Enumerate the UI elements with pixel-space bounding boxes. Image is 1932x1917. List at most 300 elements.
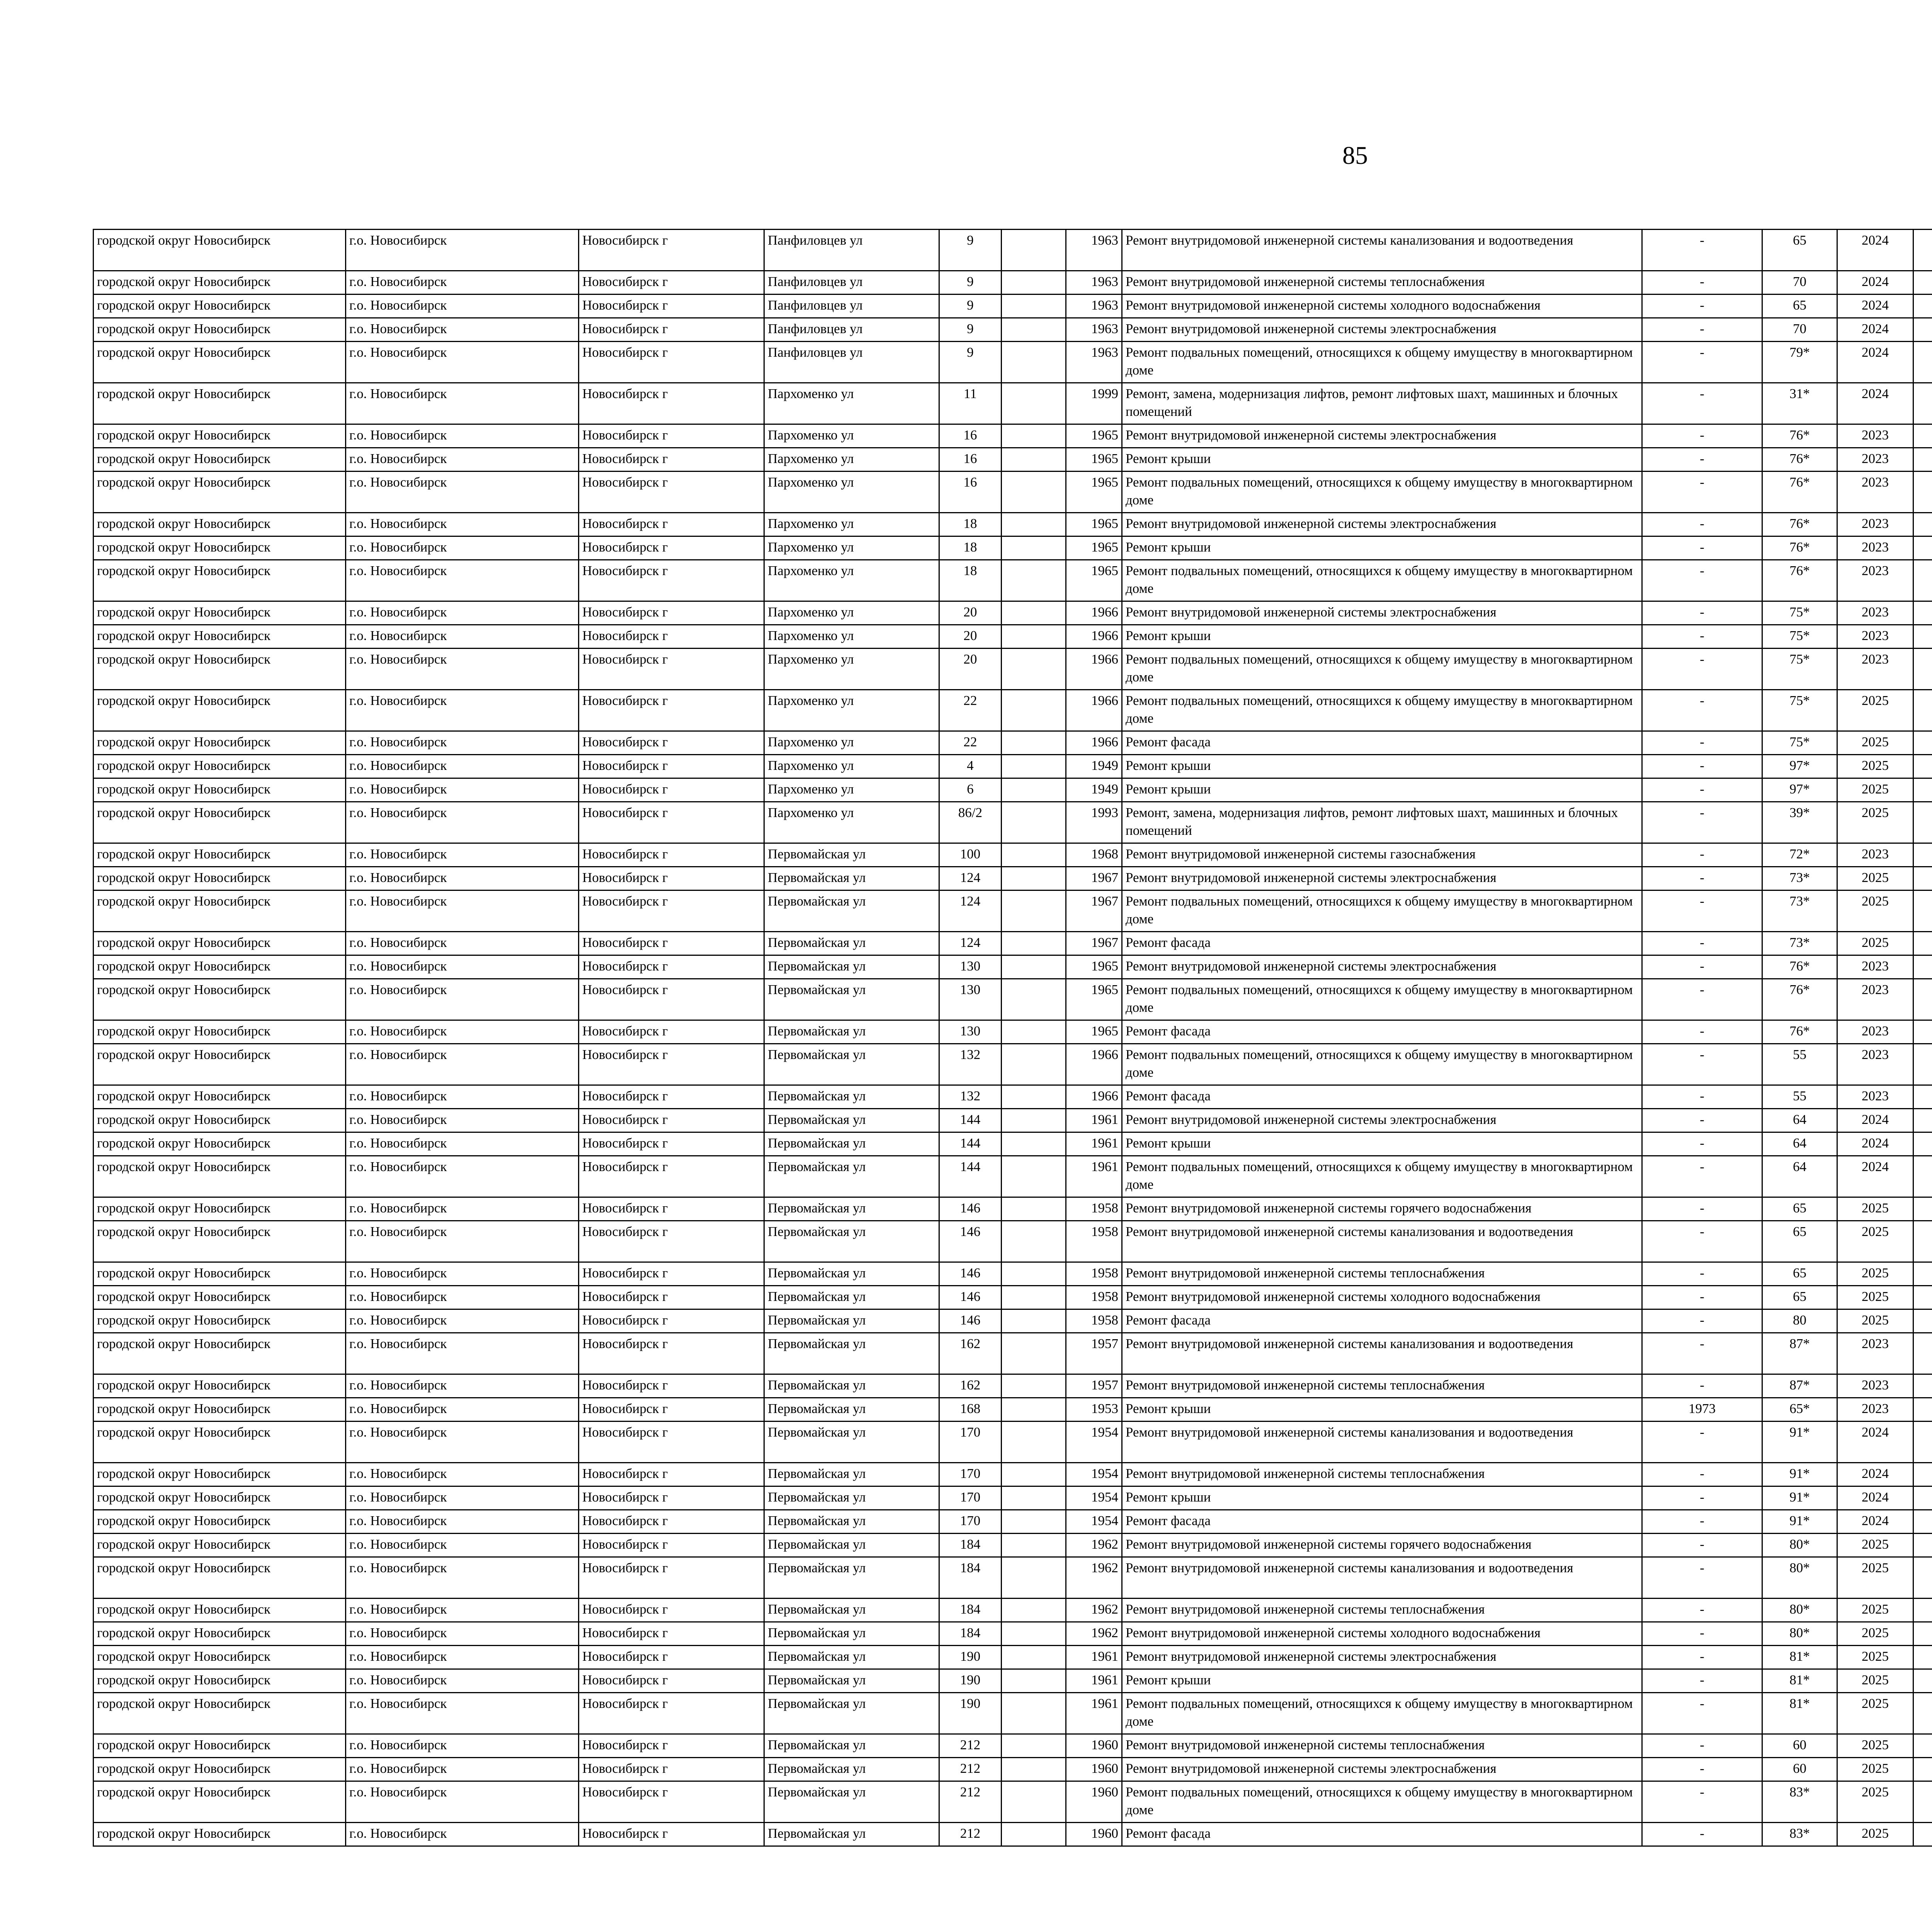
- settlement-cell: г.о. Новосибирск: [346, 1693, 579, 1734]
- street-cell: Пархоменко ул: [764, 778, 939, 802]
- house-number-cell: 16: [939, 424, 1002, 448]
- plan-start-cell: 2024: [1837, 1109, 1913, 1132]
- plan-start-cell: 2025: [1837, 1622, 1913, 1646]
- plan-end-cell: [1913, 979, 1932, 1020]
- wear-cell: 76*: [1762, 536, 1837, 560]
- plan-end-cell: [1913, 1044, 1932, 1085]
- street-cell: Пархоменко ул: [764, 560, 939, 601]
- municipality-cell: городской округ Новосибирск: [94, 1557, 346, 1599]
- work-type-cell: Ремонт внутридомовой инженерной системы электроснабжения: [1122, 1758, 1642, 1781]
- building-cell: [1002, 513, 1066, 536]
- street-cell: Первомайская ул: [764, 1109, 939, 1132]
- heritage-cell: -: [1642, 731, 1762, 755]
- plan-end-cell: [1913, 1646, 1932, 1669]
- table-row: [94, 1197, 1932, 1221]
- building-cell: [1002, 318, 1066, 342]
- building-cell: [1002, 1398, 1066, 1422]
- wear-cell: 76*: [1762, 448, 1837, 472]
- plan-end-cell: [1913, 318, 1932, 342]
- construction-year-cell: 1957: [1066, 1374, 1122, 1398]
- plan-end-cell: [1913, 1398, 1932, 1422]
- work-type-cell: Ремонт фасада: [1122, 932, 1642, 955]
- wear-cell: 73*: [1762, 867, 1837, 890]
- heritage-cell: -: [1642, 1044, 1762, 1085]
- house-number-cell: 22: [939, 690, 1002, 731]
- table-row: [94, 1758, 1932, 1781]
- city-cell: Новосибирск г: [579, 802, 764, 843]
- heritage-cell: -: [1642, 1020, 1762, 1044]
- plan-end-cell: [1913, 513, 1932, 536]
- house-number-cell: 124: [939, 867, 1002, 890]
- city-cell: Новосибирск г: [579, 867, 764, 890]
- city-cell: Новосибирск г: [579, 1422, 764, 1463]
- construction-year-cell: 1958: [1066, 1262, 1122, 1286]
- table-row: [94, 1156, 1932, 1197]
- settlement-cell: г.о. Новосибирск: [346, 1020, 579, 1044]
- street-cell: Первомайская ул: [764, 1823, 939, 1846]
- street-cell: Первомайская ул: [764, 1693, 939, 1734]
- house-number-cell: 190: [939, 1693, 1002, 1734]
- plan-end-cell: [1913, 448, 1932, 472]
- plan-start-cell: 2024: [1837, 230, 1913, 271]
- plan-end-cell: [1913, 560, 1932, 601]
- heritage-cell: -: [1642, 1085, 1762, 1109]
- building-cell: [1002, 1020, 1066, 1044]
- plan-end-cell: [1913, 1197, 1932, 1221]
- heritage-cell: -: [1642, 318, 1762, 342]
- plan-start-cell: 2023: [1837, 1374, 1913, 1398]
- work-type-cell: Ремонт подвальных помещений, относящихся к общему имуществу в многоквартирном доме: [1122, 690, 1642, 731]
- table-row: [94, 472, 1932, 513]
- city-cell: Новосибирск г: [579, 649, 764, 690]
- plan-end-cell: [1913, 1486, 1932, 1510]
- municipality-cell: городской округ Новосибирск: [94, 1109, 346, 1132]
- building-cell: [1002, 1463, 1066, 1486]
- city-cell: Новосибирск г: [579, 1599, 764, 1622]
- city-cell: Новосибирск г: [579, 230, 764, 271]
- heritage-cell: -: [1642, 625, 1762, 649]
- city-cell: Новосибирск г: [579, 890, 764, 932]
- work-type-cell: Ремонт крыши: [1122, 448, 1642, 472]
- settlement-cell: г.о. Новосибирск: [346, 778, 579, 802]
- municipality-cell: городской округ Новосибирск: [94, 1221, 346, 1262]
- plan-start-cell: 2023: [1837, 1044, 1913, 1085]
- settlement-cell: г.о. Новосибирск: [346, 1534, 579, 1557]
- municipality-cell: городской округ Новосибирск: [94, 560, 346, 601]
- city-cell: Новосибирск г: [579, 448, 764, 472]
- heritage-cell: -: [1642, 1734, 1762, 1758]
- plan-end-cell: [1913, 1020, 1932, 1044]
- municipality-cell: городской округ Новосибирск: [94, 1486, 346, 1510]
- heritage-cell: -: [1642, 955, 1762, 979]
- house-number-cell: 146: [939, 1309, 1002, 1333]
- municipality-cell: городской округ Новосибирск: [94, 601, 346, 625]
- heritage-cell: -: [1642, 1534, 1762, 1557]
- city-cell: Новосибирск г: [579, 625, 764, 649]
- city-cell: Новосибирск г: [579, 1622, 764, 1646]
- building-cell: [1002, 1286, 1066, 1309]
- table-row: [94, 1781, 1932, 1823]
- heritage-cell: -: [1642, 448, 1762, 472]
- work-type-cell: Ремонт, замена, модернизация лифтов, ремонт лифтовых шахт, машинных и блочных помещений: [1122, 802, 1642, 843]
- building-cell: [1002, 1486, 1066, 1510]
- street-cell: Пархоменко ул: [764, 513, 939, 536]
- city-cell: Новосибирск г: [579, 295, 764, 318]
- street-cell: Первомайская ул: [764, 1622, 939, 1646]
- construction-year-cell: 1966: [1066, 1085, 1122, 1109]
- heritage-cell: -: [1642, 1333, 1762, 1374]
- table-row: [94, 1309, 1932, 1333]
- table-row: [94, 383, 1932, 424]
- table-row: [94, 1734, 1932, 1758]
- plan-end-cell: [1913, 271, 1932, 295]
- municipality-cell: городской округ Новосибирск: [94, 1262, 346, 1286]
- city-cell: Новосибирск г: [579, 955, 764, 979]
- plan-start-cell: 2025: [1837, 1262, 1913, 1286]
- table-row: [94, 1020, 1932, 1044]
- city-cell: Новосибирск г: [579, 1262, 764, 1286]
- wear-cell: 80*: [1762, 1557, 1837, 1599]
- municipality-cell: городской округ Новосибирск: [94, 1622, 346, 1646]
- settlement-cell: г.о. Новосибирск: [346, 843, 579, 867]
- settlement-cell: г.о. Новосибирск: [346, 802, 579, 843]
- municipality-cell: городской округ Новосибирск: [94, 1781, 346, 1823]
- city-cell: Новосибирск г: [579, 271, 764, 295]
- construction-year-cell: 1963: [1066, 318, 1122, 342]
- heritage-cell: -: [1642, 230, 1762, 271]
- work-type-cell: Ремонт крыши: [1122, 778, 1642, 802]
- plan-start-cell: 2024: [1837, 271, 1913, 295]
- table-row: [94, 1510, 1932, 1534]
- table-row: [94, 778, 1932, 802]
- street-cell: Пархоменко ул: [764, 802, 939, 843]
- work-type-cell: Ремонт внутридомовой инженерной системы холодного водоснабжения: [1122, 295, 1642, 318]
- plan-start-cell: 2024: [1837, 1422, 1913, 1463]
- heritage-cell: -: [1642, 1156, 1762, 1197]
- construction-year-cell: 1963: [1066, 271, 1122, 295]
- plan-end-cell: [1913, 424, 1932, 448]
- table-row: [94, 1398, 1932, 1422]
- construction-year-cell: 1960: [1066, 1781, 1122, 1823]
- construction-year-cell: 1966: [1066, 1044, 1122, 1085]
- plan-start-cell: 2025: [1837, 1734, 1913, 1758]
- construction-year-cell: 1965: [1066, 955, 1122, 979]
- wear-cell: 91*: [1762, 1510, 1837, 1534]
- heritage-cell: -: [1642, 649, 1762, 690]
- plan-end-cell: [1913, 1693, 1932, 1734]
- building-cell: [1002, 955, 1066, 979]
- construction-year-cell: 1965: [1066, 979, 1122, 1020]
- work-type-cell: Ремонт крыши: [1122, 1486, 1642, 1510]
- building-cell: [1002, 1085, 1066, 1109]
- plan-start-cell: 2025: [1837, 1309, 1913, 1333]
- construction-year-cell: 1961: [1066, 1132, 1122, 1156]
- plan-end-cell: [1913, 1622, 1932, 1646]
- settlement-cell: г.о. Новосибирск: [346, 383, 579, 424]
- settlement-cell: г.о. Новосибирск: [346, 1374, 579, 1398]
- house-number-cell: 146: [939, 1221, 1002, 1262]
- house-number-cell: 18: [939, 560, 1002, 601]
- house-number-cell: 6: [939, 778, 1002, 802]
- house-number-cell: 184: [939, 1599, 1002, 1622]
- heritage-cell: -: [1642, 979, 1762, 1020]
- construction-year-cell: 1961: [1066, 1646, 1122, 1669]
- plan-end-cell: [1913, 1085, 1932, 1109]
- building-cell: [1002, 932, 1066, 955]
- wear-cell: 75*: [1762, 601, 1837, 625]
- plan-start-cell: 2025: [1837, 1534, 1913, 1557]
- building-cell: [1002, 625, 1066, 649]
- plan-end-cell: [1913, 690, 1932, 731]
- table-row: [94, 318, 1932, 342]
- heritage-cell: 1973: [1642, 1398, 1762, 1422]
- municipality-cell: городской округ Новосибирск: [94, 383, 346, 424]
- construction-year-cell: 1965: [1066, 536, 1122, 560]
- settlement-cell: г.о. Новосибирск: [346, 448, 579, 472]
- municipality-cell: городской округ Новосибирск: [94, 649, 346, 690]
- plan-end-cell: [1913, 1221, 1932, 1262]
- wear-cell: 73*: [1762, 890, 1837, 932]
- wear-cell: 72*: [1762, 843, 1837, 867]
- plan-end-cell: [1913, 383, 1932, 424]
- building-cell: [1002, 342, 1066, 383]
- construction-year-cell: 1954: [1066, 1486, 1122, 1510]
- table-row: [94, 932, 1932, 955]
- wear-cell: 81*: [1762, 1693, 1837, 1734]
- plan-start-cell: 2024: [1837, 342, 1913, 383]
- construction-year-cell: 1961: [1066, 1156, 1122, 1197]
- heritage-cell: -: [1642, 424, 1762, 448]
- municipality-cell: городской округ Новосибирск: [94, 890, 346, 932]
- city-cell: Новосибирск г: [579, 1221, 764, 1262]
- construction-year-cell: 1963: [1066, 230, 1122, 271]
- work-type-cell: Ремонт подвальных помещений, относящихся к общему имуществу в многоквартирном доме: [1122, 979, 1642, 1020]
- construction-year-cell: 1962: [1066, 1557, 1122, 1599]
- table-row: [94, 342, 1932, 383]
- house-number-cell: 124: [939, 890, 1002, 932]
- plan-end-cell: [1913, 1374, 1932, 1398]
- work-type-cell: Ремонт внутридомовой инженерной системы газоснабжения: [1122, 843, 1642, 867]
- building-cell: [1002, 1422, 1066, 1463]
- house-number-cell: 170: [939, 1422, 1002, 1463]
- heritage-cell: -: [1642, 472, 1762, 513]
- work-type-cell: Ремонт фасада: [1122, 1309, 1642, 1333]
- work-type-cell: Ремонт фасада: [1122, 1510, 1642, 1534]
- wear-cell: 83*: [1762, 1823, 1837, 1846]
- settlement-cell: г.о. Новосибирск: [346, 1486, 579, 1510]
- page-number: 85: [1342, 141, 1368, 170]
- table-row: [94, 230, 1932, 271]
- settlement-cell: г.о. Новосибирск: [346, 1132, 579, 1156]
- building-cell: [1002, 1669, 1066, 1693]
- construction-year-cell: 1965: [1066, 424, 1122, 448]
- settlement-cell: г.о. Новосибирск: [346, 1669, 579, 1693]
- wear-cell: 76*: [1762, 472, 1837, 513]
- plan-start-cell: 2024: [1837, 383, 1913, 424]
- house-number-cell: 168: [939, 1398, 1002, 1422]
- wear-cell: 81*: [1762, 1646, 1837, 1669]
- table-row: [94, 890, 1932, 932]
- city-cell: Новосибирск г: [579, 342, 764, 383]
- wear-cell: 97*: [1762, 778, 1837, 802]
- building-cell: [1002, 1374, 1066, 1398]
- table-row: [94, 1044, 1932, 1085]
- work-type-cell: Ремонт подвальных помещений, относящихся к общему имуществу в многоквартирном доме: [1122, 342, 1642, 383]
- plan-start-cell: 2024: [1837, 1463, 1913, 1486]
- municipality-cell: городской округ Новосибирск: [94, 342, 346, 383]
- heritage-cell: -: [1642, 1422, 1762, 1463]
- building-cell: [1002, 1599, 1066, 1622]
- building-cell: [1002, 1132, 1066, 1156]
- settlement-cell: г.о. Новосибирск: [346, 1463, 579, 1486]
- street-cell: Первомайская ул: [764, 1221, 939, 1262]
- city-cell: Новосибирск г: [579, 1085, 764, 1109]
- house-number-cell: 212: [939, 1781, 1002, 1823]
- building-cell: [1002, 843, 1066, 867]
- municipality-cell: городской округ Новосибирск: [94, 230, 346, 271]
- table-row: [94, 955, 1932, 979]
- municipality-cell: городской округ Новосибирск: [94, 1758, 346, 1781]
- settlement-cell: г.о. Новосибирск: [346, 1758, 579, 1781]
- wear-cell: 97*: [1762, 755, 1837, 778]
- city-cell: Новосибирск г: [579, 1486, 764, 1510]
- construction-year-cell: 1958: [1066, 1197, 1122, 1221]
- street-cell: Первомайская ул: [764, 1156, 939, 1197]
- table-row: [94, 1109, 1932, 1132]
- municipality-cell: городской округ Новосибирск: [94, 1599, 346, 1622]
- construction-year-cell: 1954: [1066, 1422, 1122, 1463]
- plan-end-cell: [1913, 755, 1932, 778]
- table-row: [94, 601, 1932, 625]
- street-cell: Первомайская ул: [764, 932, 939, 955]
- city-cell: Новосибирск г: [579, 731, 764, 755]
- wear-cell: 80: [1762, 1309, 1837, 1333]
- table-row: [94, 649, 1932, 690]
- construction-year-cell: 1963: [1066, 295, 1122, 318]
- construction-year-cell: 1966: [1066, 625, 1122, 649]
- municipality-cell: городской округ Новосибирск: [94, 1020, 346, 1044]
- building-cell: [1002, 472, 1066, 513]
- municipality-cell: городской округ Новосибирск: [94, 1085, 346, 1109]
- building-cell: [1002, 1557, 1066, 1599]
- house-number-cell: 16: [939, 448, 1002, 472]
- city-cell: Новосибирск г: [579, 1333, 764, 1374]
- plan-end-cell: [1913, 1599, 1932, 1622]
- municipality-cell: городской округ Новосибирск: [94, 802, 346, 843]
- settlement-cell: г.о. Новосибирск: [346, 1309, 579, 1333]
- municipality-cell: городской округ Новосибирск: [94, 1374, 346, 1398]
- municipality-cell: городской округ Новосибирск: [94, 1286, 346, 1309]
- street-cell: Первомайская ул: [764, 1486, 939, 1510]
- municipality-cell: городской округ Новосибирск: [94, 1463, 346, 1486]
- settlement-cell: г.о. Новосибирск: [346, 271, 579, 295]
- table-row: [94, 271, 1932, 295]
- settlement-cell: г.о. Новосибирск: [346, 1398, 579, 1422]
- construction-year-cell: 1962: [1066, 1534, 1122, 1557]
- plan-start-cell: 2024: [1837, 318, 1913, 342]
- table-row: [94, 690, 1932, 731]
- plan-start-cell: 2023: [1837, 1398, 1913, 1422]
- building-cell: [1002, 295, 1066, 318]
- building-cell: [1002, 1693, 1066, 1734]
- wear-cell: 60: [1762, 1734, 1837, 1758]
- plan-end-cell: [1913, 1422, 1932, 1463]
- plan-end-cell: [1913, 295, 1932, 318]
- plan-end-cell: [1913, 867, 1932, 890]
- wear-cell: 55: [1762, 1085, 1837, 1109]
- table-row: [94, 1486, 1932, 1510]
- work-type-cell: Ремонт внутридомовой инженерной системы канализования и водоотведения: [1122, 1221, 1642, 1262]
- construction-year-cell: 1949: [1066, 755, 1122, 778]
- house-number-cell: 170: [939, 1486, 1002, 1510]
- municipality-cell: городской округ Новосибирск: [94, 271, 346, 295]
- street-cell: Первомайская ул: [764, 1510, 939, 1534]
- heritage-cell: -: [1642, 1221, 1762, 1262]
- street-cell: Первомайская ул: [764, 1132, 939, 1156]
- house-number-cell: 130: [939, 979, 1002, 1020]
- plan-start-cell: 2025: [1837, 1693, 1913, 1734]
- work-type-cell: Ремонт подвальных помещений, относящихся к общему имуществу в многоквартирном доме: [1122, 649, 1642, 690]
- settlement-cell: г.о. Новосибирск: [346, 755, 579, 778]
- heritage-cell: -: [1642, 1781, 1762, 1823]
- plan-start-cell: 2025: [1837, 932, 1913, 955]
- municipality-cell: городской округ Новосибирск: [94, 843, 346, 867]
- municipality-cell: городской округ Новосибирск: [94, 1669, 346, 1693]
- municipality-cell: городской округ Новосибирск: [94, 424, 346, 448]
- settlement-cell: г.о. Новосибирск: [346, 1156, 579, 1197]
- municipality-cell: городской округ Новосибирск: [94, 318, 346, 342]
- table-row: [94, 1422, 1932, 1463]
- construction-year-cell: 1965: [1066, 472, 1122, 513]
- settlement-cell: г.о. Новосибирск: [346, 1286, 579, 1309]
- street-cell: Пархоменко ул: [764, 601, 939, 625]
- city-cell: Новосибирск г: [579, 560, 764, 601]
- work-type-cell: Ремонт подвальных помещений, относящихся к общему имуществу в многоквартирном доме: [1122, 560, 1642, 601]
- heritage-cell: -: [1642, 601, 1762, 625]
- street-cell: Пархоменко ул: [764, 383, 939, 424]
- municipality-cell: городской округ Новосибирск: [94, 690, 346, 731]
- plan-end-cell: [1913, 1156, 1932, 1197]
- house-number-cell: 212: [939, 1734, 1002, 1758]
- work-type-cell: Ремонт внутридомовой инженерной системы канализования и водоотведения: [1122, 1333, 1642, 1374]
- settlement-cell: г.о. Новосибирск: [346, 1557, 579, 1599]
- municipality-cell: городской округ Новосибирск: [94, 979, 346, 1020]
- building-cell: [1002, 649, 1066, 690]
- table-row: [94, 1622, 1932, 1646]
- settlement-cell: г.о. Новосибирск: [346, 932, 579, 955]
- construction-year-cell: 1960: [1066, 1758, 1122, 1781]
- construction-year-cell: 1961: [1066, 1669, 1122, 1693]
- heritage-cell: -: [1642, 1309, 1762, 1333]
- heritage-cell: -: [1642, 1557, 1762, 1599]
- settlement-cell: г.о. Новосибирск: [346, 1109, 579, 1132]
- house-number-cell: 20: [939, 625, 1002, 649]
- heritage-cell: -: [1642, 1197, 1762, 1221]
- table-row: [94, 979, 1932, 1020]
- construction-year-cell: 1961: [1066, 1109, 1122, 1132]
- table-row: [94, 1557, 1932, 1599]
- wear-cell: 91*: [1762, 1486, 1837, 1510]
- work-type-cell: Ремонт внутридомовой инженерной системы электроснабжения: [1122, 1109, 1642, 1132]
- municipality-cell: городской округ Новосибирск: [94, 295, 346, 318]
- settlement-cell: г.о. Новосибирск: [346, 625, 579, 649]
- city-cell: Новосибирск г: [579, 1463, 764, 1486]
- settlement-cell: г.о. Новосибирск: [346, 1262, 579, 1286]
- settlement-cell: г.о. Новосибирск: [346, 424, 579, 448]
- wear-cell: 65: [1762, 1262, 1837, 1286]
- wear-cell: 87*: [1762, 1333, 1837, 1374]
- work-type-cell: Ремонт подвальных помещений, относящихся к общему имуществу в многоквартирном доме: [1122, 1693, 1642, 1734]
